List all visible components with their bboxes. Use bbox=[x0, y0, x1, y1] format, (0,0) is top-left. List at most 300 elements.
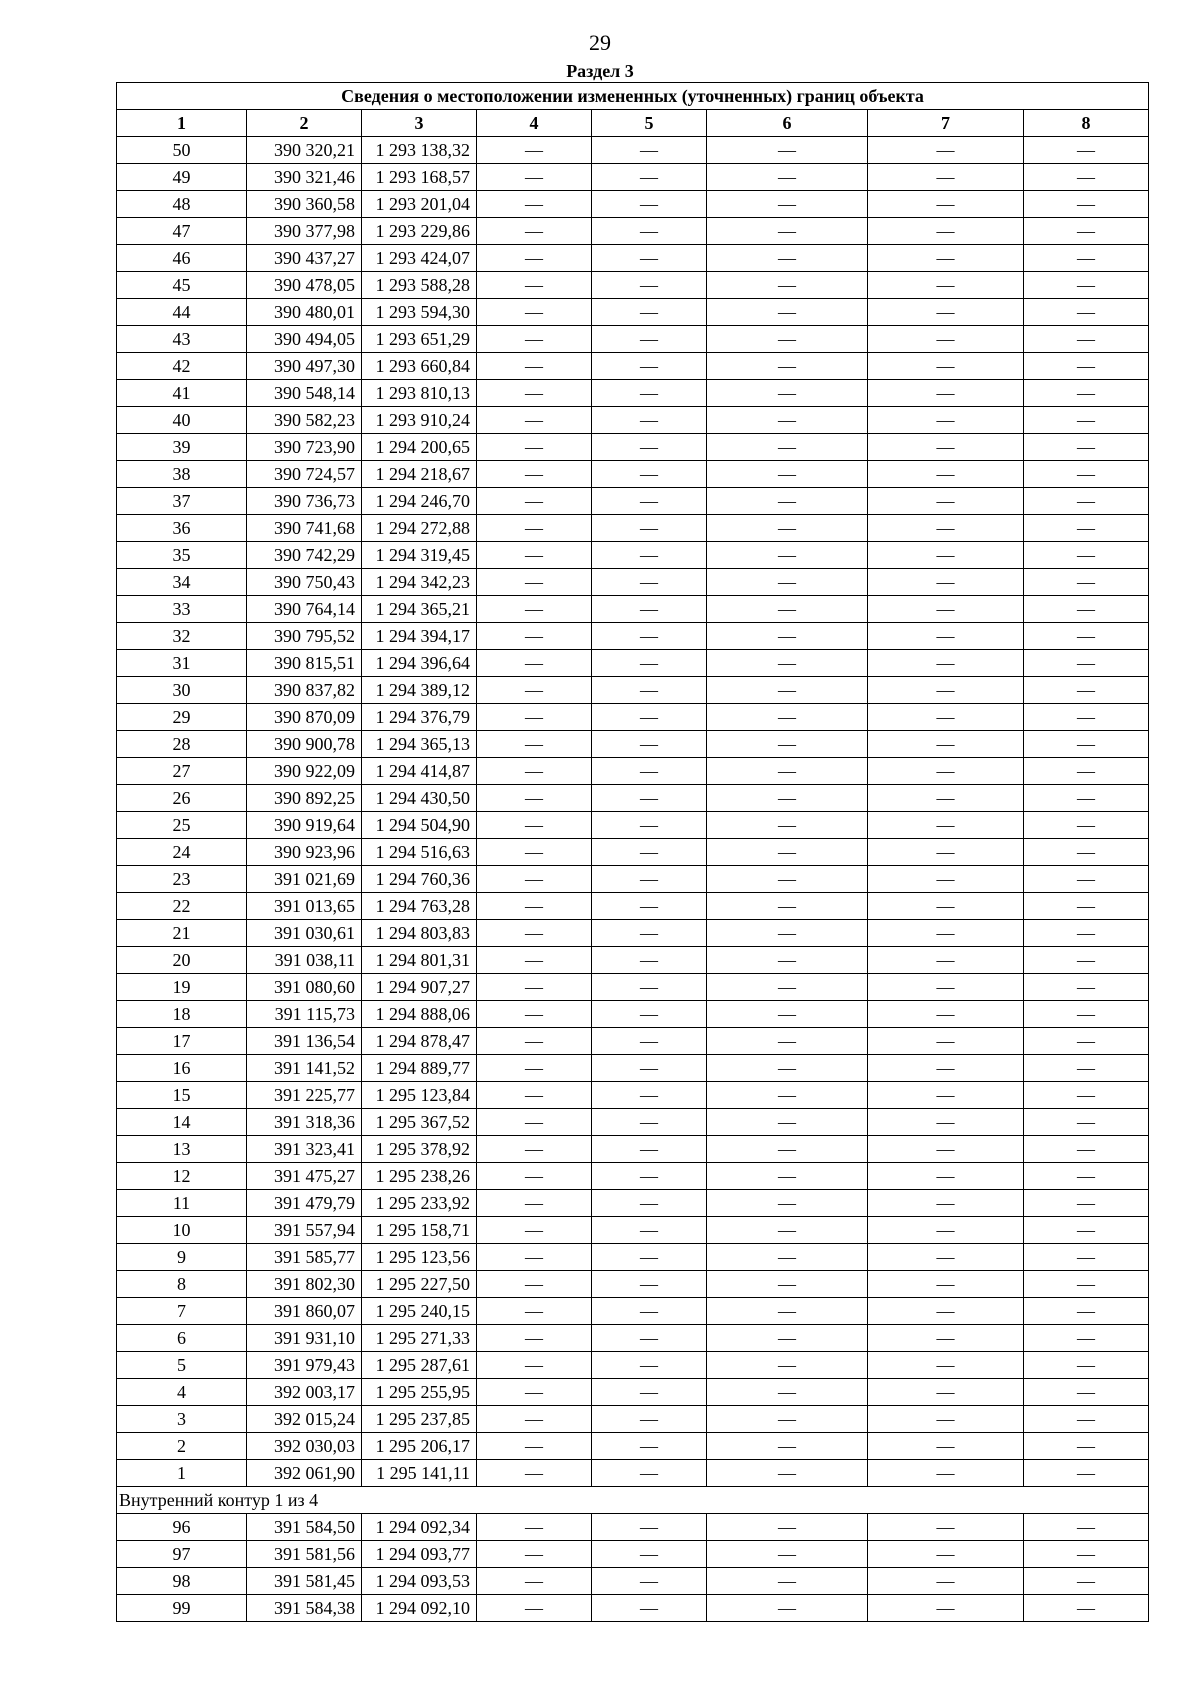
table-cell: — bbox=[707, 218, 868, 245]
table-cell: — bbox=[707, 623, 868, 650]
table-cell: — bbox=[477, 515, 592, 542]
subsection-label: Внутренний контур 1 из 4 bbox=[117, 1487, 1149, 1514]
table-cell: 1 293 594,30 bbox=[362, 299, 477, 326]
table-cell: — bbox=[868, 1217, 1024, 1244]
table-cell: — bbox=[707, 1109, 868, 1136]
table-cell: — bbox=[868, 245, 1024, 272]
table-cell: 390 360,58 bbox=[247, 191, 362, 218]
table-cell: — bbox=[868, 1541, 1024, 1568]
table-cell: — bbox=[592, 1595, 707, 1622]
table-cell: — bbox=[707, 812, 868, 839]
table-cell: 1 293 651,29 bbox=[362, 326, 477, 353]
table-cell: 42 bbox=[117, 353, 247, 380]
table-cell: 1 294 888,06 bbox=[362, 1001, 477, 1028]
column-header: 1 bbox=[117, 110, 247, 137]
table-cell: — bbox=[477, 1109, 592, 1136]
table-cell: — bbox=[477, 1352, 592, 1379]
table-row bbox=[117, 839, 1149, 866]
table-cell: — bbox=[477, 461, 592, 488]
table-row bbox=[117, 299, 1149, 326]
table-cell: — bbox=[592, 137, 707, 164]
table-cell: 1 293 910,24 bbox=[362, 407, 477, 434]
table-cell: — bbox=[868, 1568, 1024, 1595]
table-cell: 391 802,30 bbox=[247, 1271, 362, 1298]
table-cell: — bbox=[592, 650, 707, 677]
table-cell: 391 860,07 bbox=[247, 1298, 362, 1325]
table-cell: — bbox=[707, 245, 868, 272]
table-cell: 390 320,21 bbox=[247, 137, 362, 164]
table-cell: — bbox=[592, 461, 707, 488]
table-cell: 1 294 516,63 bbox=[362, 839, 477, 866]
table-cell: — bbox=[1024, 326, 1149, 353]
table-cell: — bbox=[1024, 758, 1149, 785]
table-cell: — bbox=[1024, 191, 1149, 218]
table-cell: — bbox=[477, 272, 592, 299]
table-cell: 1 294 365,13 bbox=[362, 731, 477, 758]
table-cell: 390 497,30 bbox=[247, 353, 362, 380]
table-cell: — bbox=[592, 1298, 707, 1325]
table-cell: — bbox=[592, 272, 707, 299]
table-cell: — bbox=[868, 353, 1024, 380]
table-row bbox=[117, 1433, 1149, 1460]
table-cell: 16 bbox=[117, 1055, 247, 1082]
table-cell: 1 295 123,56 bbox=[362, 1244, 477, 1271]
table-cell: 390 437,27 bbox=[247, 245, 362, 272]
main-rows bbox=[117, 137, 1149, 1487]
table-cell: 392 061,90 bbox=[247, 1460, 362, 1487]
table-cell: 391 979,43 bbox=[247, 1352, 362, 1379]
table-cell: — bbox=[1024, 1298, 1149, 1325]
table-row bbox=[117, 677, 1149, 704]
table-cell: — bbox=[868, 1190, 1024, 1217]
table-cell: — bbox=[1024, 164, 1149, 191]
table-cell: 96 bbox=[117, 1514, 247, 1541]
table-cell: 6 bbox=[117, 1325, 247, 1352]
column-header-row bbox=[117, 110, 1149, 137]
table-cell: — bbox=[477, 920, 592, 947]
table-cell: 50 bbox=[117, 137, 247, 164]
table-cell: 45 bbox=[117, 272, 247, 299]
table-row bbox=[117, 1217, 1149, 1244]
table-cell: — bbox=[1024, 380, 1149, 407]
table-cell: — bbox=[868, 326, 1024, 353]
table-cell: 1 295 240,15 bbox=[362, 1298, 477, 1325]
table-cell: — bbox=[868, 191, 1024, 218]
table-cell: — bbox=[477, 1082, 592, 1109]
table-cell: — bbox=[592, 974, 707, 1001]
table-cell: — bbox=[1024, 785, 1149, 812]
table-cell: — bbox=[477, 596, 592, 623]
table-cell: 8 bbox=[117, 1271, 247, 1298]
table-cell: — bbox=[477, 1055, 592, 1082]
table-cell: 1 294 803,83 bbox=[362, 920, 477, 947]
table-cell: — bbox=[868, 866, 1024, 893]
table-cell: — bbox=[868, 1298, 1024, 1325]
table-cell: — bbox=[592, 1460, 707, 1487]
table-row bbox=[117, 623, 1149, 650]
table-cell: — bbox=[592, 758, 707, 785]
table-cell: — bbox=[477, 1163, 592, 1190]
table-cell: — bbox=[1024, 1190, 1149, 1217]
table-cell: 390 900,78 bbox=[247, 731, 362, 758]
table-caption: Сведения о местоположении измененных (уточненных) границ объекта bbox=[117, 83, 1149, 110]
table-cell: 1 295 227,50 bbox=[362, 1271, 477, 1298]
table-cell: — bbox=[477, 947, 592, 974]
table-cell: — bbox=[1024, 1325, 1149, 1352]
table-cell: — bbox=[707, 164, 868, 191]
table-cell: — bbox=[477, 353, 592, 380]
table-cell: — bbox=[1024, 974, 1149, 1001]
table-cell: 12 bbox=[117, 1163, 247, 1190]
table-cell: 1 294 376,79 bbox=[362, 704, 477, 731]
table-cell: — bbox=[707, 1514, 868, 1541]
table-cell: 1 293 660,84 bbox=[362, 353, 477, 380]
table-cell: 18 bbox=[117, 1001, 247, 1028]
table-cell: 1 294 878,47 bbox=[362, 1028, 477, 1055]
table-cell: — bbox=[707, 272, 868, 299]
table-cell: — bbox=[477, 650, 592, 677]
table-cell: 24 bbox=[117, 839, 247, 866]
table-cell: 1 294 218,67 bbox=[362, 461, 477, 488]
table-cell: — bbox=[707, 515, 868, 542]
table-cell: — bbox=[477, 326, 592, 353]
table-cell: — bbox=[1024, 623, 1149, 650]
table-cell: 1 294 092,34 bbox=[362, 1514, 477, 1541]
table-cell: — bbox=[707, 353, 868, 380]
table-cell: 392 003,17 bbox=[247, 1379, 362, 1406]
table-cell: — bbox=[868, 1244, 1024, 1271]
table-cell: 48 bbox=[117, 191, 247, 218]
table-cell: — bbox=[477, 1379, 592, 1406]
table-cell: 1 293 810,13 bbox=[362, 380, 477, 407]
table-cell: — bbox=[1024, 245, 1149, 272]
table-cell: 390 815,51 bbox=[247, 650, 362, 677]
table-cell: 17 bbox=[117, 1028, 247, 1055]
table-cell: — bbox=[477, 812, 592, 839]
table-cell: — bbox=[868, 731, 1024, 758]
table-cell: — bbox=[1024, 1379, 1149, 1406]
table-cell: — bbox=[1024, 650, 1149, 677]
table-cell: 31 bbox=[117, 650, 247, 677]
table-cell: — bbox=[707, 839, 868, 866]
table-cell: — bbox=[868, 1055, 1024, 1082]
table-cell: 390 723,90 bbox=[247, 434, 362, 461]
table-cell: 1 bbox=[117, 1460, 247, 1487]
table-cell: — bbox=[592, 1190, 707, 1217]
table-cell: — bbox=[477, 1514, 592, 1541]
table-cell: 391 038,11 bbox=[247, 947, 362, 974]
table-cell: — bbox=[592, 1379, 707, 1406]
table-cell: — bbox=[477, 974, 592, 1001]
table-cell: — bbox=[592, 1136, 707, 1163]
table-cell: — bbox=[477, 677, 592, 704]
table-cell: — bbox=[707, 1055, 868, 1082]
table-cell: 1 295 367,52 bbox=[362, 1109, 477, 1136]
table-cell: 1 293 229,86 bbox=[362, 218, 477, 245]
table-row bbox=[117, 1460, 1149, 1487]
column-header: 4 bbox=[477, 110, 592, 137]
table-cell: 5 bbox=[117, 1352, 247, 1379]
table-cell: — bbox=[477, 1271, 592, 1298]
table-cell: — bbox=[868, 1001, 1024, 1028]
table-cell: — bbox=[868, 1406, 1024, 1433]
table-row bbox=[117, 1325, 1149, 1352]
table-cell: — bbox=[707, 1271, 868, 1298]
table-cell: 391 475,27 bbox=[247, 1163, 362, 1190]
table-cell: — bbox=[592, 164, 707, 191]
table-cell: — bbox=[868, 218, 1024, 245]
table-cell: — bbox=[707, 1541, 868, 1568]
table-cell: 37 bbox=[117, 488, 247, 515]
table-cell: — bbox=[868, 1460, 1024, 1487]
table-cell: 1 295 255,95 bbox=[362, 1379, 477, 1406]
table-cell: — bbox=[1024, 1055, 1149, 1082]
table-cell: — bbox=[707, 1190, 868, 1217]
table-cell: 33 bbox=[117, 596, 247, 623]
table-cell: — bbox=[707, 947, 868, 974]
table-row bbox=[117, 893, 1149, 920]
table-row bbox=[117, 1244, 1149, 1271]
table-cell: — bbox=[592, 947, 707, 974]
table-cell: 390 922,09 bbox=[247, 758, 362, 785]
table-cell: — bbox=[1024, 1217, 1149, 1244]
table-cell: 49 bbox=[117, 164, 247, 191]
table-cell: — bbox=[592, 704, 707, 731]
table-cell: 97 bbox=[117, 1541, 247, 1568]
table-cell: — bbox=[707, 920, 868, 947]
table-row bbox=[117, 137, 1149, 164]
table-cell: — bbox=[1024, 461, 1149, 488]
table-cell: — bbox=[477, 758, 592, 785]
table-cell: — bbox=[592, 326, 707, 353]
table-cell: — bbox=[707, 1352, 868, 1379]
table-cell: 28 bbox=[117, 731, 247, 758]
table-row bbox=[117, 731, 1149, 758]
table-cell: 14 bbox=[117, 1109, 247, 1136]
table-row bbox=[117, 1028, 1149, 1055]
table-cell: — bbox=[592, 866, 707, 893]
table-cell: — bbox=[707, 1163, 868, 1190]
table-row bbox=[117, 380, 1149, 407]
table-cell: — bbox=[707, 785, 868, 812]
table-cell: 7 bbox=[117, 1298, 247, 1325]
table-row bbox=[117, 407, 1149, 434]
table-cell: 1 293 138,32 bbox=[362, 137, 477, 164]
table-cell: — bbox=[592, 1055, 707, 1082]
table-cell: 23 bbox=[117, 866, 247, 893]
table-cell: — bbox=[477, 1001, 592, 1028]
table-cell: — bbox=[1024, 272, 1149, 299]
table-cell: 391 030,61 bbox=[247, 920, 362, 947]
table-row bbox=[117, 1109, 1149, 1136]
table-cell: — bbox=[868, 1325, 1024, 1352]
table-cell: 390 548,14 bbox=[247, 380, 362, 407]
table-cell: — bbox=[477, 1136, 592, 1163]
table-cell: — bbox=[477, 218, 592, 245]
table-cell: 32 bbox=[117, 623, 247, 650]
table-cell: 391 581,45 bbox=[247, 1568, 362, 1595]
table-cell: — bbox=[1024, 839, 1149, 866]
table-cell: — bbox=[868, 380, 1024, 407]
table-cell: 19 bbox=[117, 974, 247, 1001]
table-row bbox=[117, 812, 1149, 839]
table-cell: 392 015,24 bbox=[247, 1406, 362, 1433]
table-cell: 391 318,36 bbox=[247, 1109, 362, 1136]
table-cell: — bbox=[477, 1244, 592, 1271]
table-cell: — bbox=[868, 407, 1024, 434]
table-cell: — bbox=[592, 407, 707, 434]
table-cell: — bbox=[707, 1406, 868, 1433]
table-cell: 1 295 233,92 bbox=[362, 1190, 477, 1217]
table-cell: — bbox=[707, 1325, 868, 1352]
table-row bbox=[117, 191, 1149, 218]
table-cell: — bbox=[868, 650, 1024, 677]
table-cell: — bbox=[707, 380, 868, 407]
table-cell: — bbox=[477, 1595, 592, 1622]
table-cell: — bbox=[868, 299, 1024, 326]
table-cell: — bbox=[1024, 596, 1149, 623]
table-cell: — bbox=[592, 245, 707, 272]
table-cell: — bbox=[707, 1595, 868, 1622]
table-cell: — bbox=[868, 920, 1024, 947]
table-cell: 30 bbox=[117, 677, 247, 704]
table-cell: — bbox=[707, 758, 868, 785]
table-cell: — bbox=[868, 434, 1024, 461]
table-cell: — bbox=[868, 1514, 1024, 1541]
table-cell: — bbox=[477, 1433, 592, 1460]
table-cell: — bbox=[1024, 515, 1149, 542]
table-cell: — bbox=[592, 731, 707, 758]
table-row bbox=[117, 704, 1149, 731]
table-cell: — bbox=[707, 299, 868, 326]
table-cell: — bbox=[707, 1028, 868, 1055]
table-cell: — bbox=[868, 812, 1024, 839]
table-cell: — bbox=[1024, 1109, 1149, 1136]
table-cell: 1 294 092,10 bbox=[362, 1595, 477, 1622]
table-cell: 25 bbox=[117, 812, 247, 839]
table-cell: 1 293 168,57 bbox=[362, 164, 477, 191]
table-cell: — bbox=[1024, 1001, 1149, 1028]
table-cell: 1 295 206,17 bbox=[362, 1433, 477, 1460]
table-cell: 1 295 123,84 bbox=[362, 1082, 477, 1109]
table-cell: — bbox=[477, 380, 592, 407]
table-cell: — bbox=[592, 1433, 707, 1460]
table-cell: — bbox=[707, 1298, 868, 1325]
table-cell: 1 294 504,90 bbox=[362, 812, 477, 839]
table-cell: — bbox=[868, 1352, 1024, 1379]
table-row bbox=[117, 974, 1149, 1001]
table-row bbox=[117, 1379, 1149, 1406]
table-cell: — bbox=[1024, 1271, 1149, 1298]
table-cell: 1 294 394,17 bbox=[362, 623, 477, 650]
table-cell: — bbox=[592, 191, 707, 218]
table-cell: 391 136,54 bbox=[247, 1028, 362, 1055]
table-cell: — bbox=[868, 785, 1024, 812]
table-cell: — bbox=[1024, 1244, 1149, 1271]
table-row bbox=[117, 218, 1149, 245]
table-cell: 391 115,73 bbox=[247, 1001, 362, 1028]
table-cell: — bbox=[592, 1406, 707, 1433]
table-cell: — bbox=[868, 1271, 1024, 1298]
table-cell: — bbox=[707, 704, 868, 731]
table-cell: — bbox=[592, 542, 707, 569]
table-cell: — bbox=[707, 569, 868, 596]
table-cell: — bbox=[592, 1325, 707, 1352]
table-cell: 390 377,98 bbox=[247, 218, 362, 245]
table-cell: 21 bbox=[117, 920, 247, 947]
table-cell: 390 870,09 bbox=[247, 704, 362, 731]
table-cell: — bbox=[868, 515, 1024, 542]
table-cell: 13 bbox=[117, 1136, 247, 1163]
table-cell: 1 295 271,33 bbox=[362, 1325, 477, 1352]
table-cell: — bbox=[868, 596, 1024, 623]
table-row bbox=[117, 947, 1149, 974]
table-cell: — bbox=[477, 1298, 592, 1325]
table-cell: 391 479,79 bbox=[247, 1190, 362, 1217]
table-cell: 40 bbox=[117, 407, 247, 434]
table-row bbox=[117, 1541, 1149, 1568]
table-cell: 36 bbox=[117, 515, 247, 542]
table-cell: — bbox=[477, 1541, 592, 1568]
table-row bbox=[117, 164, 1149, 191]
table-cell: 1 295 141,11 bbox=[362, 1460, 477, 1487]
table-cell: 27 bbox=[117, 758, 247, 785]
table-cell: 1 294 342,23 bbox=[362, 569, 477, 596]
table-row bbox=[117, 758, 1149, 785]
table-cell: — bbox=[868, 488, 1024, 515]
table-cell: — bbox=[1024, 1352, 1149, 1379]
table-cell: — bbox=[868, 569, 1024, 596]
table-cell: 1 294 272,88 bbox=[362, 515, 477, 542]
column-header: 2 bbox=[247, 110, 362, 137]
table-cell: 391 584,38 bbox=[247, 1595, 362, 1622]
table-cell: — bbox=[592, 785, 707, 812]
table-cell: — bbox=[707, 866, 868, 893]
table-cell: 391 013,65 bbox=[247, 893, 362, 920]
table-row bbox=[117, 1082, 1149, 1109]
table-cell: 1 294 430,50 bbox=[362, 785, 477, 812]
table-cell: 1 294 760,36 bbox=[362, 866, 477, 893]
table-cell: 390 919,64 bbox=[247, 812, 362, 839]
table-cell: — bbox=[1024, 1514, 1149, 1541]
table-cell: — bbox=[707, 893, 868, 920]
table-cell: — bbox=[1024, 137, 1149, 164]
table-cell: — bbox=[592, 1568, 707, 1595]
table-row bbox=[117, 326, 1149, 353]
table-cell: 391 141,52 bbox=[247, 1055, 362, 1082]
table-cell: 390 494,05 bbox=[247, 326, 362, 353]
table-cell: 10 bbox=[117, 1217, 247, 1244]
table-cell: 390 478,05 bbox=[247, 272, 362, 299]
table-cell: — bbox=[592, 218, 707, 245]
table-cell: — bbox=[1024, 218, 1149, 245]
table-row bbox=[117, 785, 1149, 812]
table-row bbox=[117, 1352, 1149, 1379]
table-cell: — bbox=[1024, 1568, 1149, 1595]
table-cell: — bbox=[868, 974, 1024, 1001]
table-cell: 1 295 287,61 bbox=[362, 1352, 477, 1379]
table-cell: — bbox=[707, 1001, 868, 1028]
table-cell: — bbox=[592, 920, 707, 947]
table-row bbox=[117, 515, 1149, 542]
table-cell: 1 294 907,27 bbox=[362, 974, 477, 1001]
table-cell: — bbox=[1024, 704, 1149, 731]
table-cell: — bbox=[707, 137, 868, 164]
table-cell: — bbox=[1024, 893, 1149, 920]
table-cell: — bbox=[868, 542, 1024, 569]
table-cell: — bbox=[592, 434, 707, 461]
table-cell: 20 bbox=[117, 947, 247, 974]
